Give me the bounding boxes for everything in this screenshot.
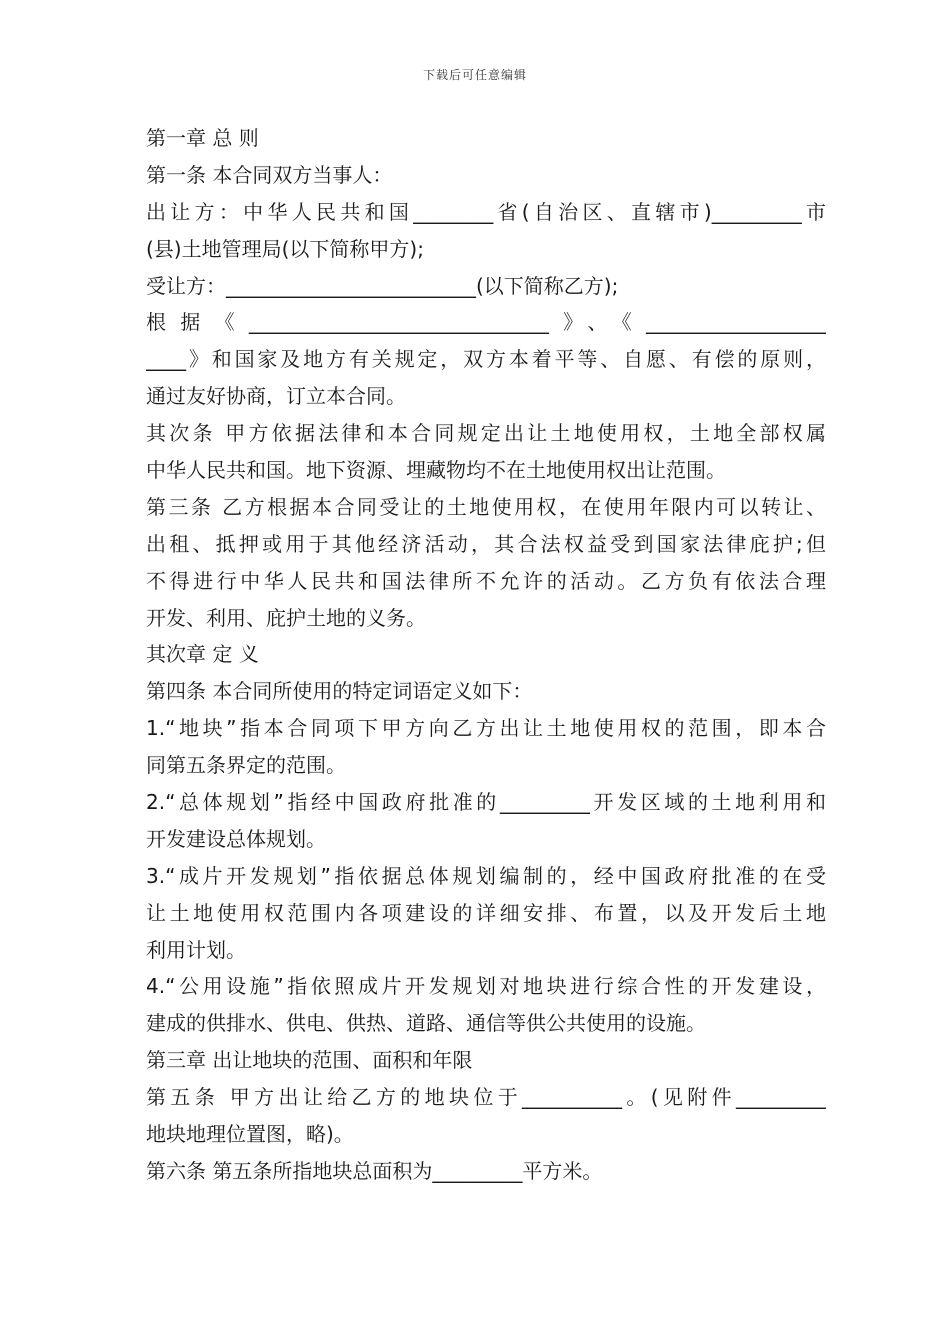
definition-line: 让土地使用权范围内各项建设的详细安排、布置，以及开发后土地 xyxy=(146,900,826,925)
article-line: 其次条 甲方依据法律和本合同规定出让土地使用权，土地全部权属 xyxy=(146,421,826,446)
chapter-heading: 第三章 出让地块的范围、面积和年限 xyxy=(146,1048,473,1073)
article-line: 第五条 甲方出让给乙方的地块位于__________。(见附件_________ xyxy=(146,1085,826,1110)
page-header-note: 下载后可任意编辑 xyxy=(422,68,527,82)
definition-line: 同第五条界定的范围。 xyxy=(146,753,346,778)
article-line: 出让方：中华人民共和国________省(自治区、直辖市)_________市 xyxy=(146,199,826,224)
definition-line: 4.“公用设施”指依照成片开发规划对地块进行综合性的开发建设， xyxy=(146,974,826,999)
article-line: 第一条 本合同双方当事人： xyxy=(146,162,393,187)
definition-line: 1.“地块”指本合同项下甲方向乙方出让土地使用权的范围，即本合 xyxy=(146,716,826,741)
contract-body xyxy=(146,120,826,1190)
chapter-heading: 其次章 定 义 xyxy=(146,642,259,667)
article-line: 根据《______________________________》、《__________________ xyxy=(146,310,826,335)
chapter-heading: 第一章 总 则 xyxy=(146,126,259,150)
article-line: 受让方：_________________________(以下简称乙方); xyxy=(146,273,619,298)
definition-line: 建成的供排水、供电、供热、道路、通信等供公共使用的设施。 xyxy=(146,1011,706,1036)
article-line: 中华人民共和国。地下资源、埋藏物均不在土地使用权出让范围。 xyxy=(146,458,726,483)
article-line: ____》和国家及地方有关规定，双方本着平等、自愿、有偿的原则， xyxy=(146,347,826,372)
article-line: 开发、利用、庇护土地的义务。 xyxy=(146,605,426,630)
article-line: 第六条 第五条所指地块总面积为_________平方米。 xyxy=(146,1158,603,1183)
article-line: 地块地理位置图，略)。 xyxy=(146,1122,354,1147)
definition-line: 2.“总体规划”指经中国政府批准的_________开发区域的土地利用和 xyxy=(146,790,826,815)
definition-line: 利用计划。 xyxy=(146,937,246,962)
definition-line: 3.“成片开发规划”指依据总体规划编制的，经中国政府批准的在受 xyxy=(146,863,826,888)
article-line: 通过友好协商，订立本合同。 xyxy=(146,384,406,409)
definition-line: 开发建设总体规划。 xyxy=(146,826,326,851)
article-line: 出租、抵押或用于其他经济活动，其合法权益受到国家法律庇护;但 xyxy=(146,531,826,556)
article-line: 第三条 乙方根据本合同受让的土地使用权，在使用年限内可以转让、 xyxy=(146,494,826,519)
article-line: (县)土地管理局(以下简称甲方); xyxy=(146,236,424,261)
article-line: 第四条 本合同所使用的特定词语定义如下： xyxy=(146,679,533,704)
article-line: 不得进行中华人民共和国法律所不允许的活动。乙方负有依法合理 xyxy=(146,568,826,593)
